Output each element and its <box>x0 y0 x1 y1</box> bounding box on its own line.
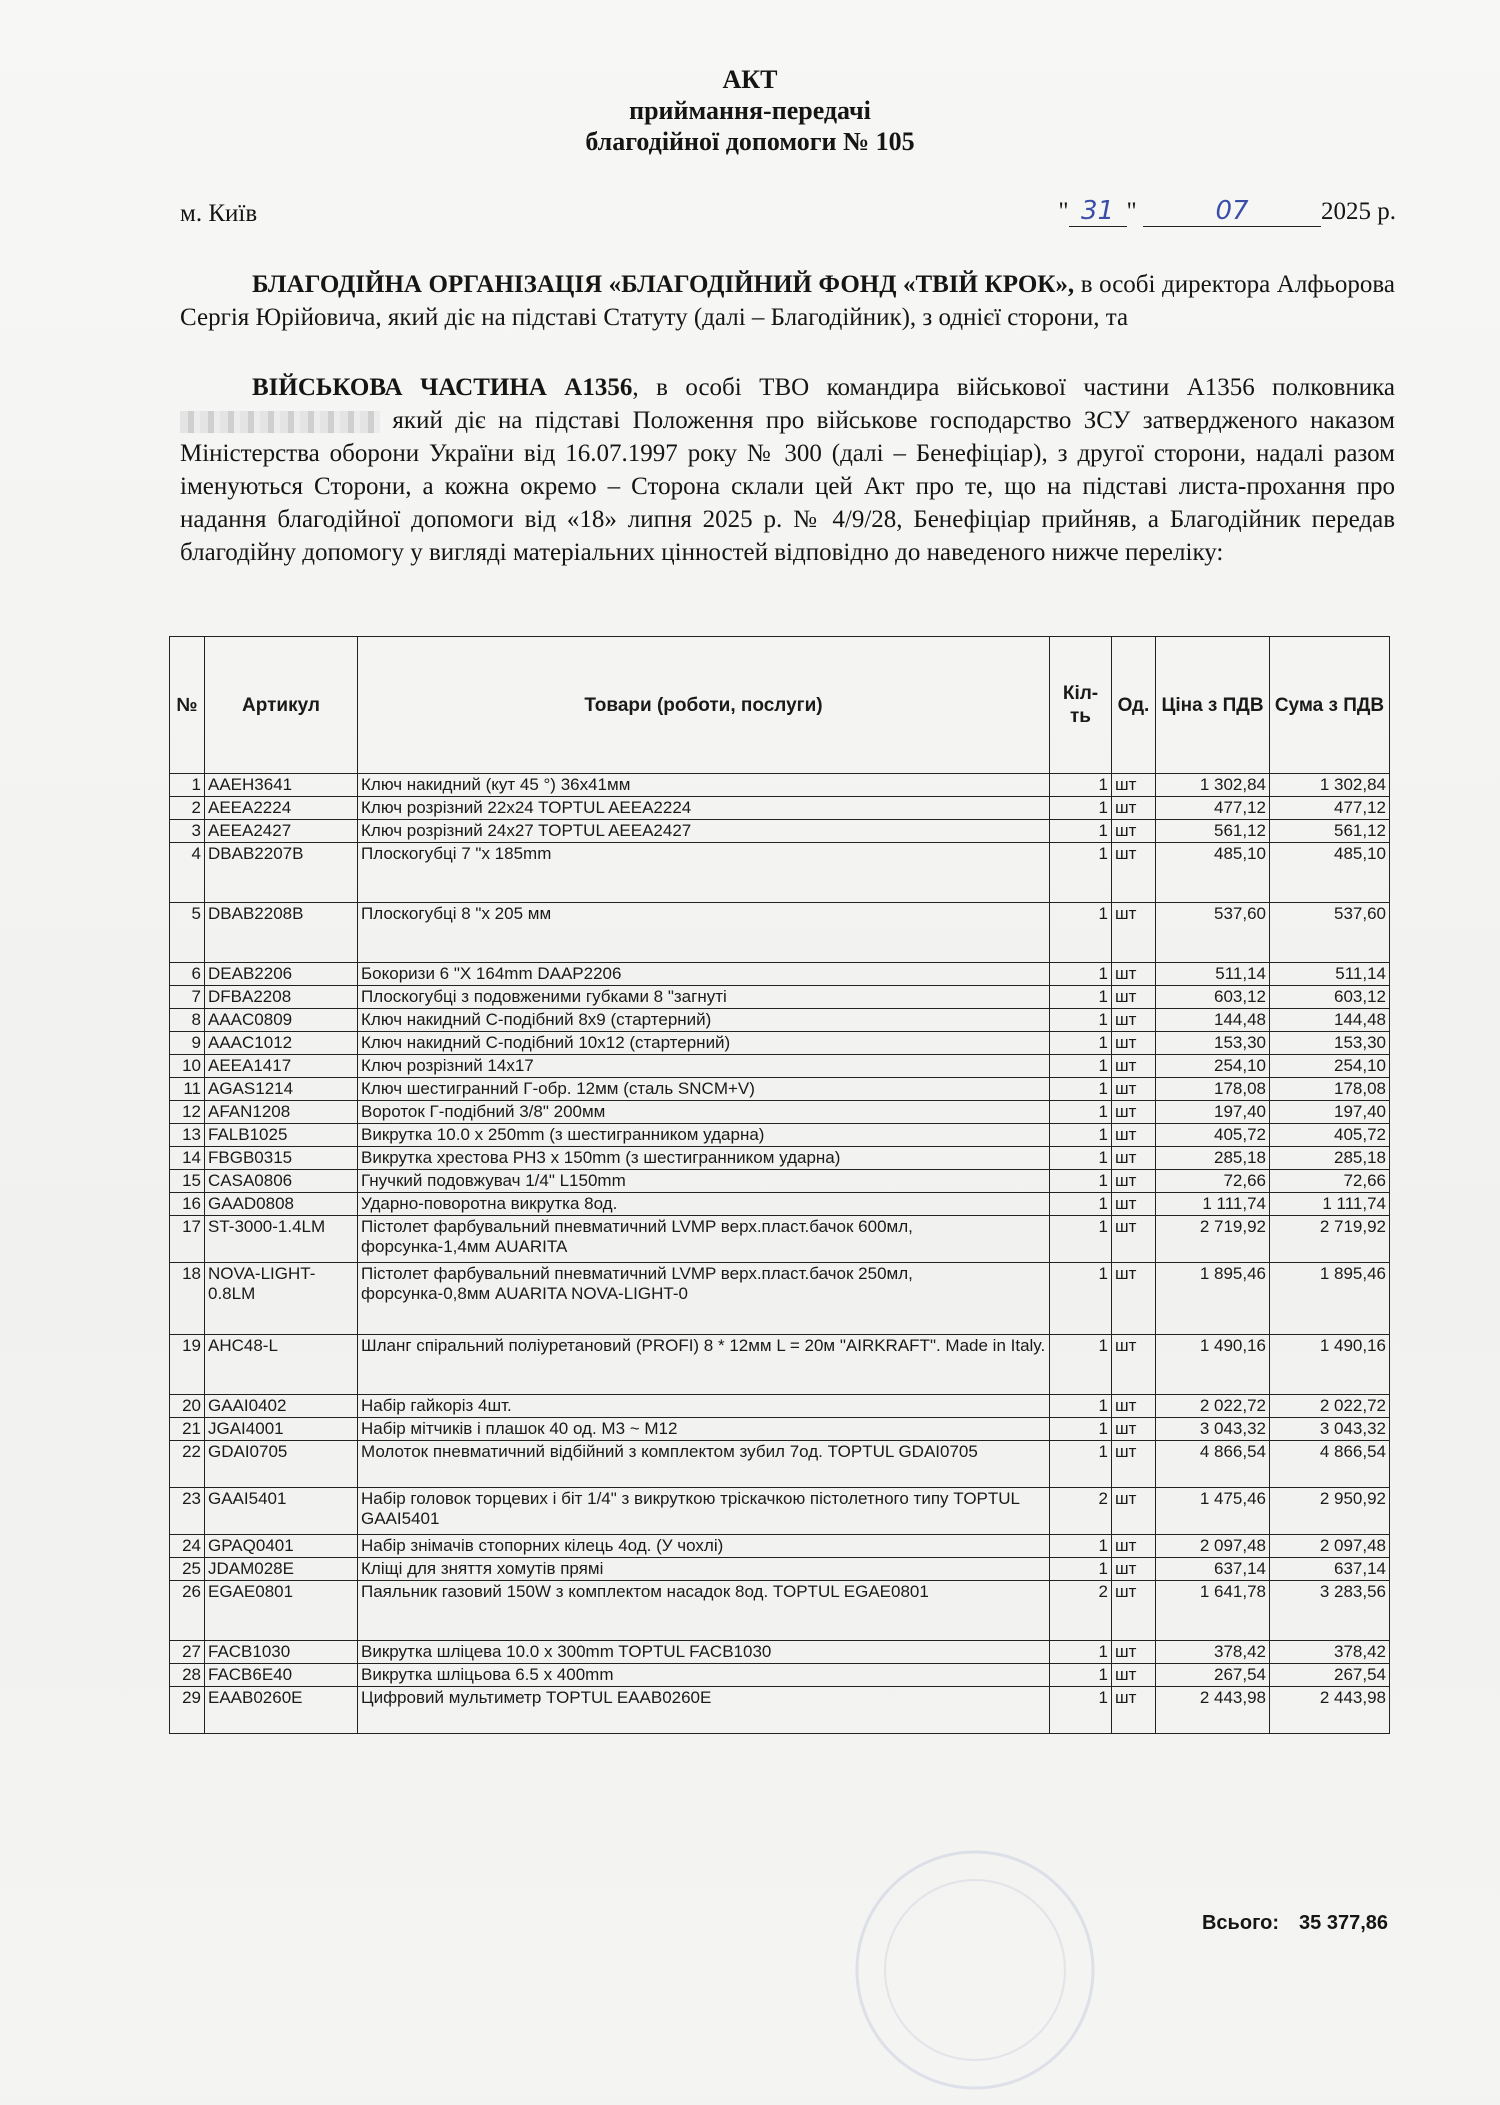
row-qty: 1 <box>1050 1101 1112 1124</box>
row-qty: 1 <box>1050 1687 1112 1734</box>
row-price: 1 641,78 <box>1156 1581 1270 1641</box>
row-sum: 511,14 <box>1270 963 1390 986</box>
table-row <box>170 1664 1390 1687</box>
row-price: 1 895,46 <box>1156 1263 1270 1335</box>
table-row <box>170 1488 1390 1535</box>
row-sum: 197,40 <box>1270 1101 1390 1124</box>
row-unit: шт <box>1112 1193 1156 1216</box>
row-sum: 3 283,56 <box>1270 1581 1390 1641</box>
date-day: 31 <box>1080 196 1115 226</box>
row-goods: Пістолет фарбувальний пневматичний LVMP верх.пласт.бачок 250мл, форсунка-0,8мм AUARITA NOVA-LIGHT-0 <box>358 1263 1050 1335</box>
row-qty: 1 <box>1050 820 1112 843</box>
row-number: 24 <box>170 1535 205 1558</box>
row-number: 23 <box>170 1488 205 1535</box>
table-header-row <box>170 637 1390 774</box>
row-price: 197,40 <box>1156 1101 1270 1124</box>
table-row <box>170 1055 1390 1078</box>
row-article: GAAI0402 <box>205 1395 358 1418</box>
total-line <box>1202 1912 1388 1935</box>
row-qty: 1 <box>1050 797 1112 820</box>
table-row <box>170 1641 1390 1664</box>
row-sum: 2 950,92 <box>1270 1488 1390 1535</box>
table-row <box>170 1335 1390 1395</box>
row-goods: Плоскогубці з подовженими губками 8 "загнуті <box>358 986 1050 1009</box>
faint-stamp-icon <box>830 1835 1120 2105</box>
header-article: Артикул <box>205 637 358 774</box>
row-article: GDAI0705 <box>205 1441 358 1488</box>
row-unit: шт <box>1112 1441 1156 1488</box>
row-qty: 1 <box>1050 1009 1112 1032</box>
row-sum: 1 302,84 <box>1270 774 1390 797</box>
row-qty: 1 <box>1050 1641 1112 1664</box>
items-table <box>169 636 1390 1734</box>
row-sum: 72,66 <box>1270 1170 1390 1193</box>
row-goods: Бокоризи 6 "X 164mm DAAP2206 <box>358 963 1050 986</box>
table-row <box>170 1124 1390 1147</box>
row-number: 27 <box>170 1641 205 1664</box>
row-unit: шт <box>1112 774 1156 797</box>
city: м. Київ <box>180 200 258 227</box>
row-article: AAAC1012 <box>205 1032 358 1055</box>
row-number: 8 <box>170 1009 205 1032</box>
header-qty: Кіл-ть <box>1050 637 1112 774</box>
row-article: CASA0806 <box>205 1170 358 1193</box>
beneficiary-name: ВІЙСЬКОВА ЧАСТИНА А1356 <box>252 374 633 401</box>
row-unit: шт <box>1112 820 1156 843</box>
row-article: AHC48-L <box>205 1335 358 1395</box>
row-price: 537,60 <box>1156 903 1270 963</box>
row-article: FACB6E40 <box>205 1664 358 1687</box>
row-goods: Шланг спіральний поліуретановий (PROFI) 8 * 12мм L = 20м "AIRKRAFT". Made in Italy. <box>358 1335 1050 1395</box>
row-qty: 1 <box>1050 963 1112 986</box>
table-row <box>170 1418 1390 1441</box>
row-price: 285,18 <box>1156 1147 1270 1170</box>
row-number: 15 <box>170 1170 205 1193</box>
row-goods: Цифровий мультиметр TOPTUL EAAB0260E <box>358 1687 1050 1734</box>
row-sum: 561,12 <box>1270 820 1390 843</box>
row-qty: 1 <box>1050 1193 1112 1216</box>
row-unit: шт <box>1112 1216 1156 1263</box>
row-price: 511,14 <box>1156 963 1270 986</box>
row-goods: Набір знімачів стопорних кілець 4од. (У чохлі) <box>358 1535 1050 1558</box>
row-article: FACB1030 <box>205 1641 358 1664</box>
row-price: 2 022,72 <box>1156 1395 1270 1418</box>
row-price: 2 097,48 <box>1156 1535 1270 1558</box>
row-price: 477,12 <box>1156 797 1270 820</box>
row-article: DBAB2208B <box>205 903 358 963</box>
row-unit: шт <box>1112 986 1156 1009</box>
row-sum: 1 111,74 <box>1270 1193 1390 1216</box>
row-unit: шт <box>1112 903 1156 963</box>
row-qty: 1 <box>1050 1170 1112 1193</box>
row-unit: шт <box>1112 1687 1156 1734</box>
row-unit: шт <box>1112 1664 1156 1687</box>
row-unit: шт <box>1112 797 1156 820</box>
row-number: 26 <box>170 1581 205 1641</box>
row-unit: шт <box>1112 1147 1156 1170</box>
row-article: DBAB2207B <box>205 843 358 903</box>
row-goods: Викрутка шліцьова 6.5 x 400mm <box>358 1664 1050 1687</box>
row-number: 4 <box>170 843 205 903</box>
row-number: 1 <box>170 774 205 797</box>
row-number: 17 <box>170 1216 205 1263</box>
act-title <box>0 64 1500 157</box>
row-qty: 1 <box>1050 1418 1112 1441</box>
row-number: 14 <box>170 1147 205 1170</box>
row-qty: 1 <box>1050 843 1112 903</box>
row-goods: Набір мітчиків і плашок 40 од. М3 ~ М12 <box>358 1418 1050 1441</box>
row-unit: шт <box>1112 1488 1156 1535</box>
header-goods: Товари (роботи, послуги) <box>358 637 1050 774</box>
row-number: 9 <box>170 1032 205 1055</box>
row-price: 144,48 <box>1156 1009 1270 1032</box>
row-qty: 1 <box>1050 1441 1112 1488</box>
row-unit: шт <box>1112 1055 1156 1078</box>
table-row <box>170 986 1390 1009</box>
row-article: JDAM028E <box>205 1558 358 1581</box>
row-sum: 537,60 <box>1270 903 1390 963</box>
table-row <box>170 1263 1390 1335</box>
row-article: GPAQ0401 <box>205 1535 358 1558</box>
row-sum: 267,54 <box>1270 1664 1390 1687</box>
row-qty: 1 <box>1050 1147 1112 1170</box>
row-sum: 637,14 <box>1270 1558 1390 1581</box>
row-goods: Гнучкий подовжувач 1/4" L150mm <box>358 1170 1050 1193</box>
row-goods: Плоскогубці 8 "x 205 мм <box>358 903 1050 963</box>
row-unit: шт <box>1112 1170 1156 1193</box>
table-row <box>170 820 1390 843</box>
row-sum: 1 490,16 <box>1270 1335 1390 1395</box>
row-qty: 1 <box>1050 1078 1112 1101</box>
row-article: AFAN1208 <box>205 1101 358 1124</box>
row-goods: Набір гайкоріз 4шт. <box>358 1395 1050 1418</box>
title-line-2: приймання-передачі <box>629 96 871 125</box>
row-qty: 1 <box>1050 1535 1112 1558</box>
header-no: № <box>170 637 205 774</box>
row-sum: 603,12 <box>1270 986 1390 1009</box>
beneficiary-text-a: , в особі ТВО командира військової частини А1356 полковника <box>632 374 1395 401</box>
row-sum: 2 719,92 <box>1270 1216 1390 1263</box>
row-qty: 1 <box>1050 1055 1112 1078</box>
row-article: NOVA-LIGHT-0.8LM <box>205 1263 358 1335</box>
row-number: 7 <box>170 986 205 1009</box>
table-row <box>170 1395 1390 1418</box>
row-goods: Пістолет фарбувальний пневматичний LVMP верх.пласт.бачок 600мл, форсунка-1,4мм AUARITA <box>358 1216 1050 1263</box>
row-number: 10 <box>170 1055 205 1078</box>
date-year: 2025 р. <box>1321 198 1396 225</box>
row-price: 1 475,46 <box>1156 1488 1270 1535</box>
donor-text: в особі директора Алфьорова Сергія Юрійовича, який діє на підставі Статуту (далі – Благодійник), з однієї сторони, та <box>180 271 1395 331</box>
table-row <box>170 1170 1390 1193</box>
row-unit: шт <box>1112 843 1156 903</box>
table-row <box>170 903 1390 963</box>
row-number: 29 <box>170 1687 205 1734</box>
row-qty: 1 <box>1050 986 1112 1009</box>
row-price: 485,10 <box>1156 843 1270 903</box>
table-row <box>170 1009 1390 1032</box>
table-row <box>170 797 1390 820</box>
row-qty: 1 <box>1050 903 1112 963</box>
row-article: DEAB2206 <box>205 963 358 986</box>
row-goods: Кліщі для зняття хомутів прямі <box>358 1558 1050 1581</box>
row-price: 637,14 <box>1156 1558 1270 1581</box>
row-article: DFBA2208 <box>205 986 358 1009</box>
row-unit: шт <box>1112 1335 1156 1395</box>
beneficiary-text-b: який діє на підставі Положення про військове господарство ЗСУ затвердженого наказом Міністерства оборони України від 16.07.1997 року № 300 (далі – Бенефіціар), з другої сторони, надалі разом іменуються Сторони, а кожна окремо – Сторона склали цей Акт про те, що на підставі листа-прохання про надання благодійної допомоги від «18» липня 2025 р. № 4/9/28, Бенефіціар прийняв, а Благодійник передав благодійну допомогу у вигляді матеріальних цінностей відповідно до наведеного нижче переліку: <box>180 407 1395 566</box>
row-price: 561,12 <box>1156 820 1270 843</box>
row-unit: шт <box>1112 1263 1156 1335</box>
row-qty: 2 <box>1050 1581 1112 1641</box>
row-sum: 3 043,32 <box>1270 1418 1390 1441</box>
row-qty: 1 <box>1050 1664 1112 1687</box>
row-goods: Ключ накидний (кут 45 °) 36x41мм <box>358 774 1050 797</box>
row-price: 3 043,32 <box>1156 1418 1270 1441</box>
row-unit: шт <box>1112 1558 1156 1581</box>
row-article: AEEA1417 <box>205 1055 358 1078</box>
row-article: AAAC0809 <box>205 1009 358 1032</box>
row-goods: Ключ накидний С-подібний 8x9 (стартерний) <box>358 1009 1050 1032</box>
table-row <box>170 1535 1390 1558</box>
row-article: FALB1025 <box>205 1124 358 1147</box>
row-number: 5 <box>170 903 205 963</box>
table-row <box>170 1078 1390 1101</box>
row-unit: шт <box>1112 1418 1156 1441</box>
row-price: 2 443,98 <box>1156 1687 1270 1734</box>
redacted-name <box>180 411 380 433</box>
row-number: 19 <box>170 1335 205 1395</box>
row-unit: шт <box>1112 1535 1156 1558</box>
row-qty: 1 <box>1050 1124 1112 1147</box>
row-price: 267,54 <box>1156 1664 1270 1687</box>
row-goods: Ключ розрізний 22x24 TOPTUL AEEA2224 <box>358 797 1050 820</box>
row-goods: Ударно-поворотна викрутка 8од. <box>358 1193 1050 1216</box>
header-unit: Од. <box>1112 637 1156 774</box>
table-row <box>170 1216 1390 1263</box>
row-sum: 378,42 <box>1270 1641 1390 1664</box>
row-qty: 1 <box>1050 1263 1112 1335</box>
row-article: JGAI4001 <box>205 1418 358 1441</box>
table-row <box>170 963 1390 986</box>
table-row <box>170 1687 1390 1734</box>
row-goods: Ключ розрізний 24x27 TOPTUL AEEA2427 <box>358 820 1050 843</box>
row-sum: 254,10 <box>1270 1055 1390 1078</box>
row-unit: шт <box>1112 1581 1156 1641</box>
header-sum: Сума з ПДВ <box>1270 637 1390 774</box>
row-article: AAEH3641 <box>205 774 358 797</box>
row-qty: 1 <box>1050 1558 1112 1581</box>
table-row <box>170 1581 1390 1641</box>
row-price: 153,30 <box>1156 1032 1270 1055</box>
table-row <box>170 843 1390 903</box>
row-sum: 153,30 <box>1270 1032 1390 1055</box>
row-unit: шт <box>1112 1032 1156 1055</box>
row-goods: Набір головок торцевих і біт 1/4" з викруткою тріскачкою пістолетного типу TOPTUL GAAI5401 <box>358 1488 1050 1535</box>
title-line-1: АКТ <box>722 65 778 94</box>
row-sum: 405,72 <box>1270 1124 1390 1147</box>
row-price: 378,42 <box>1156 1641 1270 1664</box>
row-sum: 144,48 <box>1270 1009 1390 1032</box>
row-qty: 1 <box>1050 1395 1112 1418</box>
row-unit: шт <box>1112 1009 1156 1032</box>
row-unit: шт <box>1112 963 1156 986</box>
row-price: 72,66 <box>1156 1170 1270 1193</box>
row-article: GAAI5401 <box>205 1488 358 1535</box>
beneficiary-paragraph <box>180 371 1395 569</box>
row-unit: шт <box>1112 1078 1156 1101</box>
row-goods: Вороток Г-подібний 3/8" 200мм <box>358 1101 1050 1124</box>
total-label: Всього: <box>1201 1912 1280 1934</box>
row-article: EAAB0260E <box>205 1687 358 1734</box>
row-number: 20 <box>170 1395 205 1418</box>
row-article: AGAS1214 <box>205 1078 358 1101</box>
row-qty: 1 <box>1050 1032 1112 1055</box>
row-price: 178,08 <box>1156 1078 1270 1101</box>
document-date: " 31 " 07 2025 р. <box>1058 196 1396 226</box>
row-goods: Молоток пневматичний відбійний з комплектом зубил 7од. TOPTUL GDAI0705 <box>358 1441 1050 1488</box>
row-article: GAAD0808 <box>205 1193 358 1216</box>
donor-paragraph <box>180 268 1395 334</box>
row-price: 4 866,54 <box>1156 1441 1270 1488</box>
table-row <box>170 1101 1390 1124</box>
row-goods: Викрутка хрестова PH3 x 150mm (з шестигранником ударна) <box>358 1147 1050 1170</box>
row-number: 18 <box>170 1263 205 1335</box>
row-goods: Ключ розрізний 14x17 <box>358 1055 1050 1078</box>
row-number: 28 <box>170 1664 205 1687</box>
header-price: Ціна з ПДВ <box>1156 637 1270 774</box>
total-value: 35 377,86 <box>1299 1912 1388 1934</box>
row-number: 25 <box>170 1558 205 1581</box>
row-article: FBGB0315 <box>205 1147 358 1170</box>
row-unit: шт <box>1112 1641 1156 1664</box>
row-sum: 485,10 <box>1270 843 1390 903</box>
title-line-3: благодійної допомоги № 105 <box>585 127 915 156</box>
row-unit: шт <box>1112 1124 1156 1147</box>
row-sum: 1 895,46 <box>1270 1263 1390 1335</box>
row-number: 22 <box>170 1441 205 1488</box>
row-unit: шт <box>1112 1395 1156 1418</box>
row-number: 12 <box>170 1101 205 1124</box>
row-sum: 178,08 <box>1270 1078 1390 1101</box>
row-price: 1 111,74 <box>1156 1193 1270 1216</box>
row-number: 13 <box>170 1124 205 1147</box>
row-goods: Викрутка шліцева 10.0 x 300mm TOPTUL FACB1030 <box>358 1641 1050 1664</box>
row-number: 11 <box>170 1078 205 1101</box>
row-sum: 2 022,72 <box>1270 1395 1390 1418</box>
row-qty: 2 <box>1050 1488 1112 1535</box>
row-goods: Ключ накидний С-подібний 10x12 (стартерний) <box>358 1032 1050 1055</box>
table-row <box>170 1032 1390 1055</box>
row-sum: 477,12 <box>1270 797 1390 820</box>
row-number: 6 <box>170 963 205 986</box>
table-row <box>170 1193 1390 1216</box>
row-article: AEEA2224 <box>205 797 358 820</box>
row-sum: 2 097,48 <box>1270 1535 1390 1558</box>
row-price: 1 302,84 <box>1156 774 1270 797</box>
row-article: AEEA2427 <box>205 820 358 843</box>
row-qty: 1 <box>1050 774 1112 797</box>
row-number: 21 <box>170 1418 205 1441</box>
row-price: 405,72 <box>1156 1124 1270 1147</box>
row-price: 254,10 <box>1156 1055 1270 1078</box>
table-row <box>170 1441 1390 1488</box>
row-price: 1 490,16 <box>1156 1335 1270 1395</box>
table-row <box>170 774 1390 797</box>
row-sum: 285,18 <box>1270 1147 1390 1170</box>
donor-name: БЛАГОДІЙНА ОРГАНІЗАЦІЯ «БЛАГОДІЙНИЙ ФОНД «ТВІЙ КРОК», <box>252 271 1075 298</box>
table-row <box>170 1147 1390 1170</box>
row-number: 2 <box>170 797 205 820</box>
row-qty: 1 <box>1050 1216 1112 1263</box>
row-goods: Плоскогубці 7 "x 185mm <box>358 843 1050 903</box>
row-article: ST-3000-1.4LM <box>205 1216 358 1263</box>
row-goods: Паяльник газовий 150W з комплектом насадок 8од. TOPTUL EGAE0801 <box>358 1581 1050 1641</box>
row-number: 16 <box>170 1193 205 1216</box>
date-month: 07 <box>1215 196 1249 226</box>
row-sum: 2 443,98 <box>1270 1687 1390 1734</box>
row-goods: Викрутка 10.0 x 250mm (з шестигранником ударна) <box>358 1124 1050 1147</box>
row-article: EGAE0801 <box>205 1581 358 1641</box>
row-goods: Ключ шестигранний Г-обр. 12мм (сталь SNCM+V) <box>358 1078 1050 1101</box>
row-number: 3 <box>170 820 205 843</box>
row-unit: шт <box>1112 1101 1156 1124</box>
row-qty: 1 <box>1050 1335 1112 1395</box>
row-price: 603,12 <box>1156 986 1270 1009</box>
row-price: 2 719,92 <box>1156 1216 1270 1263</box>
row-sum: 4 866,54 <box>1270 1441 1390 1488</box>
table-row <box>170 1558 1390 1581</box>
